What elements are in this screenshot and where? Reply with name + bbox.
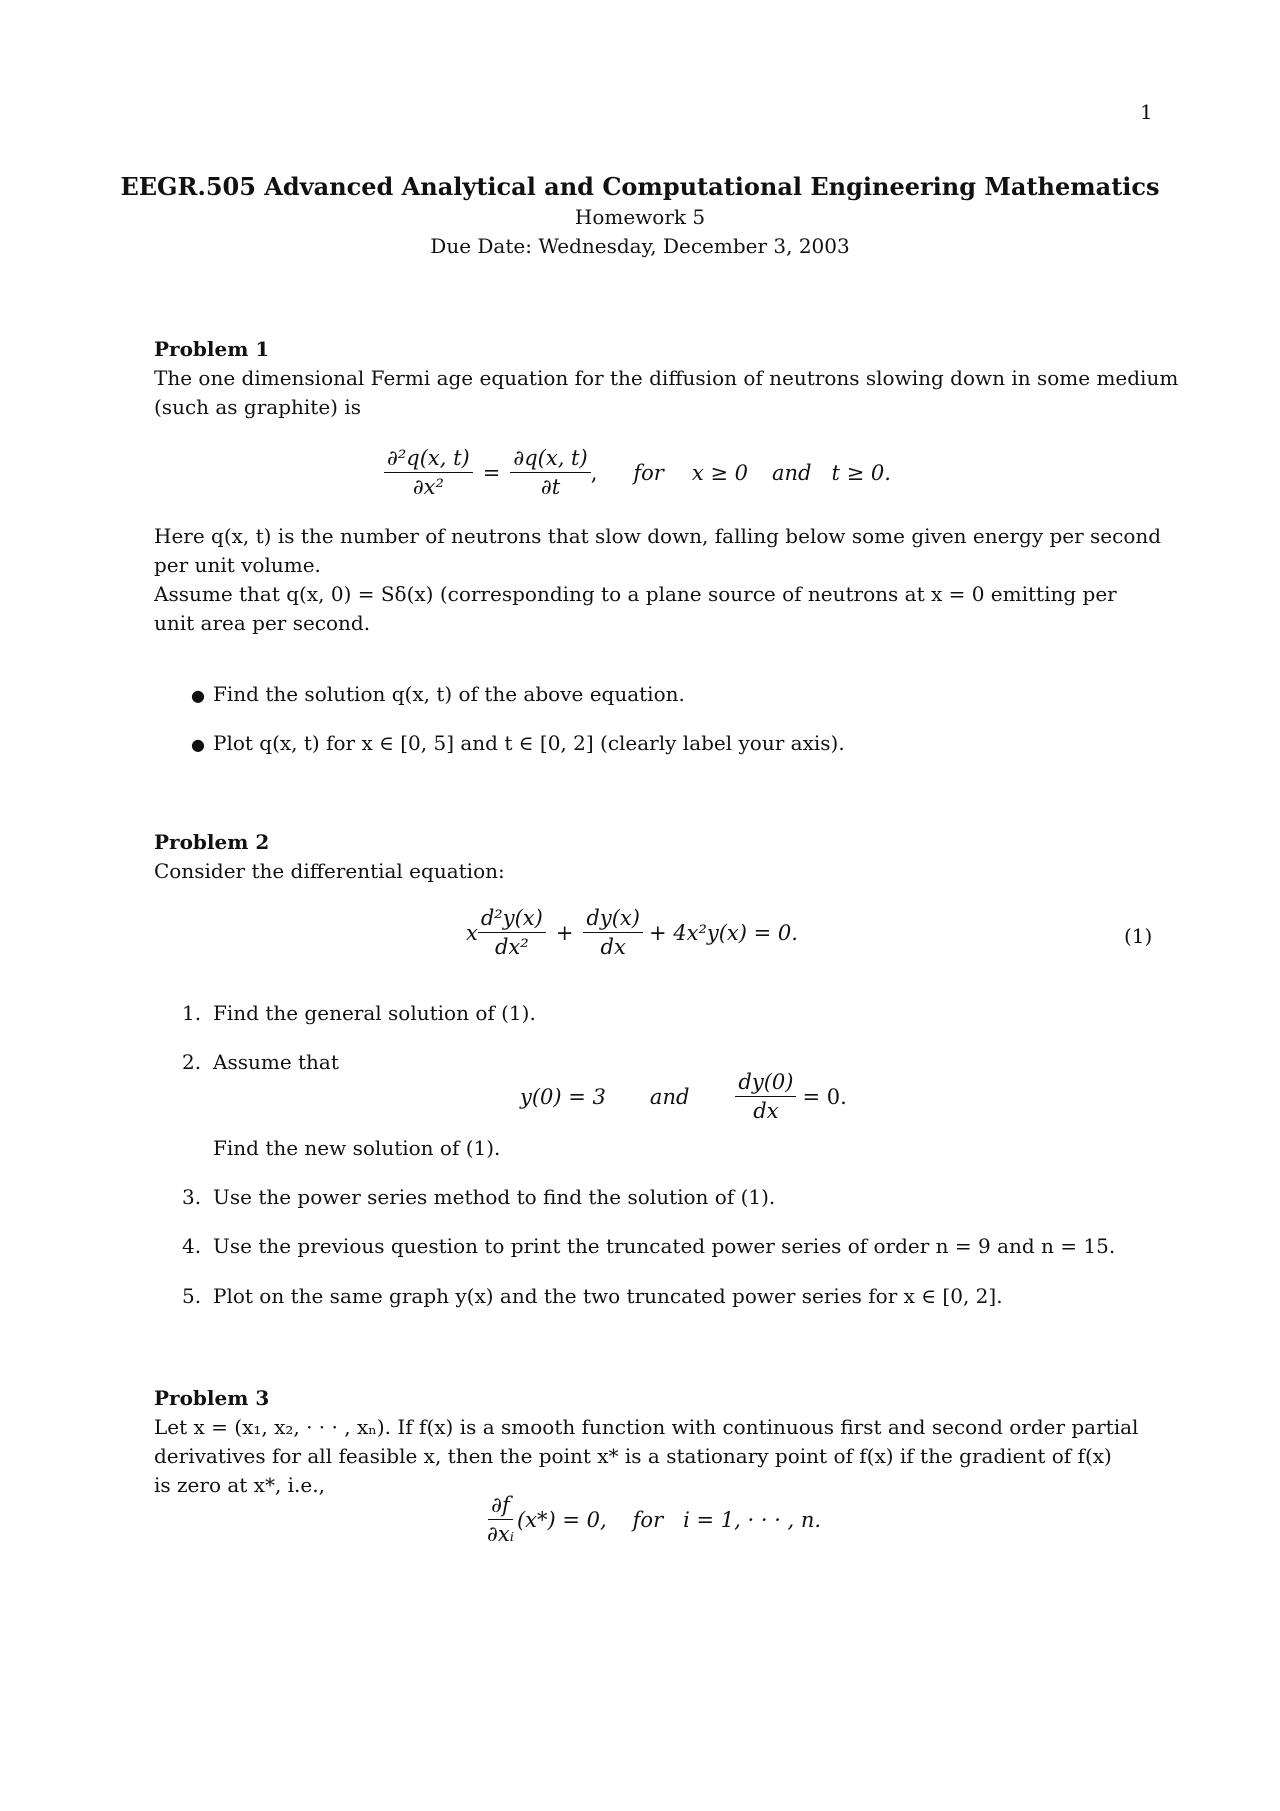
lhs-numerator: ∂²q(x, t) <box>384 446 473 473</box>
stationary-point-equation <box>484 1493 821 1546</box>
partial-f-num: ∂f <box>488 1493 513 1520</box>
stationary-tail: (x*) = 0, <box>516 1507 607 1532</box>
fermi-age-equation <box>384 446 891 499</box>
lhs-denominator: ∂x² <box>412 475 444 499</box>
dy0-tail: = 0. <box>802 1084 847 1109</box>
problem2-item-3: Use the power series method to find the solution of (1). <box>213 1185 776 1209</box>
partial-f-den: ∂xᵢ <box>487 1522 514 1546</box>
problem1-here-line2: per unit volume. <box>154 553 321 577</box>
bullet-dot-2: ● <box>191 735 205 754</box>
plus-sign: + <box>555 920 574 945</box>
second-derivative-num: d²y(x) <box>478 906 546 933</box>
partial-f-fraction <box>484 1493 517 1546</box>
cond-y0: y(0) = 3 <box>520 1084 606 1109</box>
problem2-item-2-followup: Find the new solution of (1). <box>213 1136 501 1160</box>
eq-tail: + 4x²y(x) = 0. <box>648 920 798 945</box>
first-derivative-num: dy(x) <box>583 906 643 933</box>
item-number-5: 5. <box>182 1284 202 1308</box>
page-number: 1 <box>1140 100 1153 124</box>
cond-and: and <box>772 460 812 485</box>
comma: , <box>590 460 598 485</box>
problem2-item-2: Assume that <box>213 1050 339 1074</box>
lhs-fraction <box>384 446 473 499</box>
eq-prefix-x: x <box>466 920 478 945</box>
cond-t: t ≥ 0. <box>831 460 891 485</box>
problem3-line1: Let x = (x₁, x₂, · · · , xₙ). If f(x) is a smooth function with continuous first and second order partial <box>154 1415 1139 1439</box>
problem2-item-5: Plot on the same graph y(x) and the two truncated power series for x ∈ [0, 2]. <box>213 1284 1003 1308</box>
second-derivative-fraction <box>478 906 546 959</box>
problem2-intro: Consider the differential equation: <box>154 859 505 883</box>
item-number-1: 1. <box>182 1001 202 1025</box>
problem1-intro-line1: The one dimensional Fermi age equation for the diffusion of neutrons slowing down in some medium <box>154 366 1179 390</box>
cond-x: x ≥ 0 <box>691 460 748 485</box>
initial-conditions <box>520 1070 847 1123</box>
rhs-denominator: ∂t <box>540 475 561 499</box>
problem1-intro-line2: (such as graphite) is <box>154 395 361 419</box>
stationary-for: for <box>632 1507 664 1532</box>
homework-label: Homework 5 <box>574 205 706 229</box>
dy0-fraction <box>735 1070 796 1123</box>
due-date: Due Date: Wednesday, December 3, 2003 <box>430 234 850 258</box>
dy0-num: dy(0) <box>735 1070 796 1097</box>
dy0-den: dx <box>753 1099 779 1123</box>
item-number-2: 2. <box>182 1050 202 1074</box>
problem2-heading: Problem 2 <box>154 830 270 854</box>
stationary-range: i = 1, · · · , n. <box>683 1507 822 1532</box>
course-title: EEGR.505 Advanced Analytical and Computational Engineering Mathematics <box>120 172 1160 201</box>
item-number-3: 3. <box>182 1185 202 1209</box>
differential-equation <box>466 906 798 959</box>
problem2-item-4: Use the previous question to print the truncated power series of order n = 9 and n = 15. <box>213 1234 1116 1258</box>
problem1-bullet-2: Plot q(x, t) for x ∈ [0, 5] and t ∈ [0, 2] (clearly label your axis). <box>213 731 845 755</box>
problem3-line2: derivatives for all feasible x, then the point x* is a stationary point of f(x) if the gradient of f(x) <box>154 1444 1112 1468</box>
bullet-dot-1: ● <box>191 686 205 705</box>
problem1-heading: Problem 1 <box>154 337 270 361</box>
cond-and-2: and <box>649 1084 690 1109</box>
equation-label: (1) <box>1124 924 1153 948</box>
cond-for: for <box>633 460 664 485</box>
item-number-4: 4. <box>182 1234 202 1258</box>
rhs-numerator: ∂q(x, t) <box>510 446 590 473</box>
problem1-bullet-1: Find the solution q(x, t) of the above equation. <box>213 682 685 706</box>
first-derivative-fraction <box>583 906 643 959</box>
problem3-heading: Problem 3 <box>154 1386 270 1410</box>
first-derivative-den: dx <box>600 935 626 959</box>
second-derivative-den: dx² <box>494 935 529 959</box>
problem3-line3: is zero at x*, i.e., <box>154 1473 325 1497</box>
problem1-here-line1: Here q(x, t) is the number of neutrons that slow down, falling below some given energy per second <box>154 524 1162 548</box>
rhs-fraction <box>510 446 590 499</box>
equals-sign: = <box>482 460 501 485</box>
problem1-assume-line1: Assume that q(x, 0) = Sδ(x) (corresponding to a plane source of neutrons at x = 0 emitting per <box>154 582 1117 606</box>
problem1-assume-line2: unit area per second. <box>154 611 371 635</box>
problem2-item-1: Find the general solution of (1). <box>213 1001 536 1025</box>
